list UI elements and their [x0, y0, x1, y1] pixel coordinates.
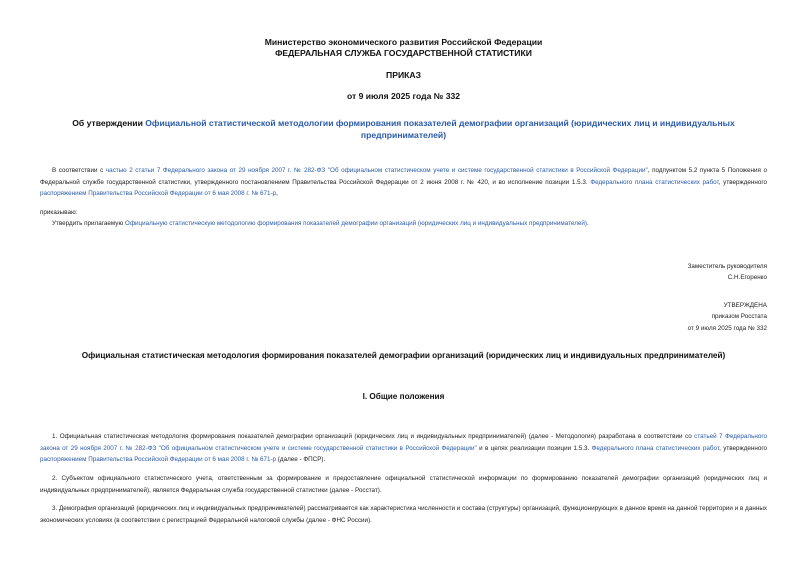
approve-text: .: [587, 220, 589, 227]
approve-paragraph: [40, 218, 767, 230]
order-title-prefix: Об утверждении: [72, 118, 146, 128]
statistical-plan-link[interactable]: Федерального плана статистических работ: [590, 178, 719, 186]
paragraph-text: 1. Официальная статистическая методология формирования показателей демографии организаций (юридических лиц и индивидуальных предпринимателей) (далее - Методология) разработана в соответствии со: [52, 433, 695, 440]
service-name: ФЕДЕРАЛЬНАЯ СЛУЖБА ГОСУДАРСТВЕННОЙ СТАТИСТИКИ: [275, 48, 532, 58]
paragraph-2: 2. Субъектом официального статистического учета, ответственным за формирование и предоставление официальной статистической информации по формированию показателей демографии организаций (юридических лиц и индивидуальных предпринимателей), является Федеральная служба государственной статистики (далее - Росстат).: [40, 475, 767, 494]
approved-by: приказом Росстата: [711, 313, 767, 321]
document-type: ПРИКАЗ: [386, 70, 421, 80]
approval-stamp: [688, 300, 767, 334]
preamble-paragraph: [40, 165, 767, 200]
government-order-link[interactable]: распоряжением Правительства Российской Федерации от 6 мая 2008 г. № 671-р: [40, 190, 277, 198]
approved-methodology-link[interactable]: Официальную статистическую методологию формирования показателей демографии организаций (юридических лиц и индивидуальных предпринимателей): [124, 220, 588, 227]
paragraph-3: 3. Демография организаций (юридических лиц и индивидуальных предпринимателей) рассматривается как характеристика численности и состава (структуры) организаций, функционирующих в данное время на данной территории и в данных экономических условиях (в соответствии с регистрацией Федеральной налоговой службы (далее - ФНС России).: [40, 505, 767, 524]
signature-block: [688, 261, 767, 284]
approve-text: Утвердить прилагаемую: [52, 220, 125, 227]
signatory-position: Заместитель руководителя: [687, 263, 767, 270]
section-heading: I. Общие положения: [362, 392, 445, 401]
paragraph-text: (далее - ФПСР).: [276, 456, 326, 464]
government-order-link-2[interactable]: распоряжением Правительства Российской Федерации от 6 мая 2008 г. № 671-р: [40, 456, 277, 464]
federal-law-link[interactable]: частью 2 статьи 7 Федерального закона от 29 ноября 2007 г. № 282-ФЗ "Об официальном статистическом учете и системе государственной статистики в Российской Федерации": [105, 167, 648, 174]
preamble-text: ,: [276, 190, 278, 198]
ministry-name: Министерство экономического развития Российской Федерации: [264, 37, 543, 47]
statistical-plan-link-2[interactable]: Федерального плана статистических работ: [591, 444, 720, 452]
preamble-text: , подпунктом 5.2 пункта 5 Положения о Федеральной службе государственной статистики, утвержденного постановлением Правительства Российской Федерации от 2 июня 2008 г. № 420, и во исполнение позиции 1.5.3.: [40, 167, 767, 186]
signatory-name: С.Н.Егоренко: [727, 274, 767, 282]
methodology-link[interactable]: Официальной статистической методологии формирования показателей демографии организаций (юридических лиц и индивидуальных предпринимателей): [145, 118, 735, 140]
order-title: [40, 117, 767, 141]
preamble-text: В соответствии с: [52, 167, 106, 174]
paragraph-text: , утвержденного: [719, 444, 768, 452]
methodology-title: Официальная статистическая методология формирования показателей демографии организаций (юридических лиц и индивидуальных предпринимателей): [81, 351, 726, 360]
preamble-text: , утвержденного: [718, 178, 767, 186]
paragraph-1: [40, 431, 767, 466]
approved-date: от 9 июля 2025 года № 332: [687, 324, 767, 332]
paragraph-text: и в целях реализации позиции 1.5.3.: [476, 444, 592, 452]
article-7-link[interactable]: статьей 7 Федерального закона от 29 ноября 2007 г. № 282-ФЗ "Об официальном статистическом учете и системе государственной статистики в Российской Федерации": [40, 433, 767, 452]
document-date-number: от 9 июля 2025 года № 332: [346, 91, 461, 101]
order-keyword: приказываю:: [40, 209, 78, 216]
approved-label: УТВЕРЖДЕНА: [723, 302, 767, 309]
